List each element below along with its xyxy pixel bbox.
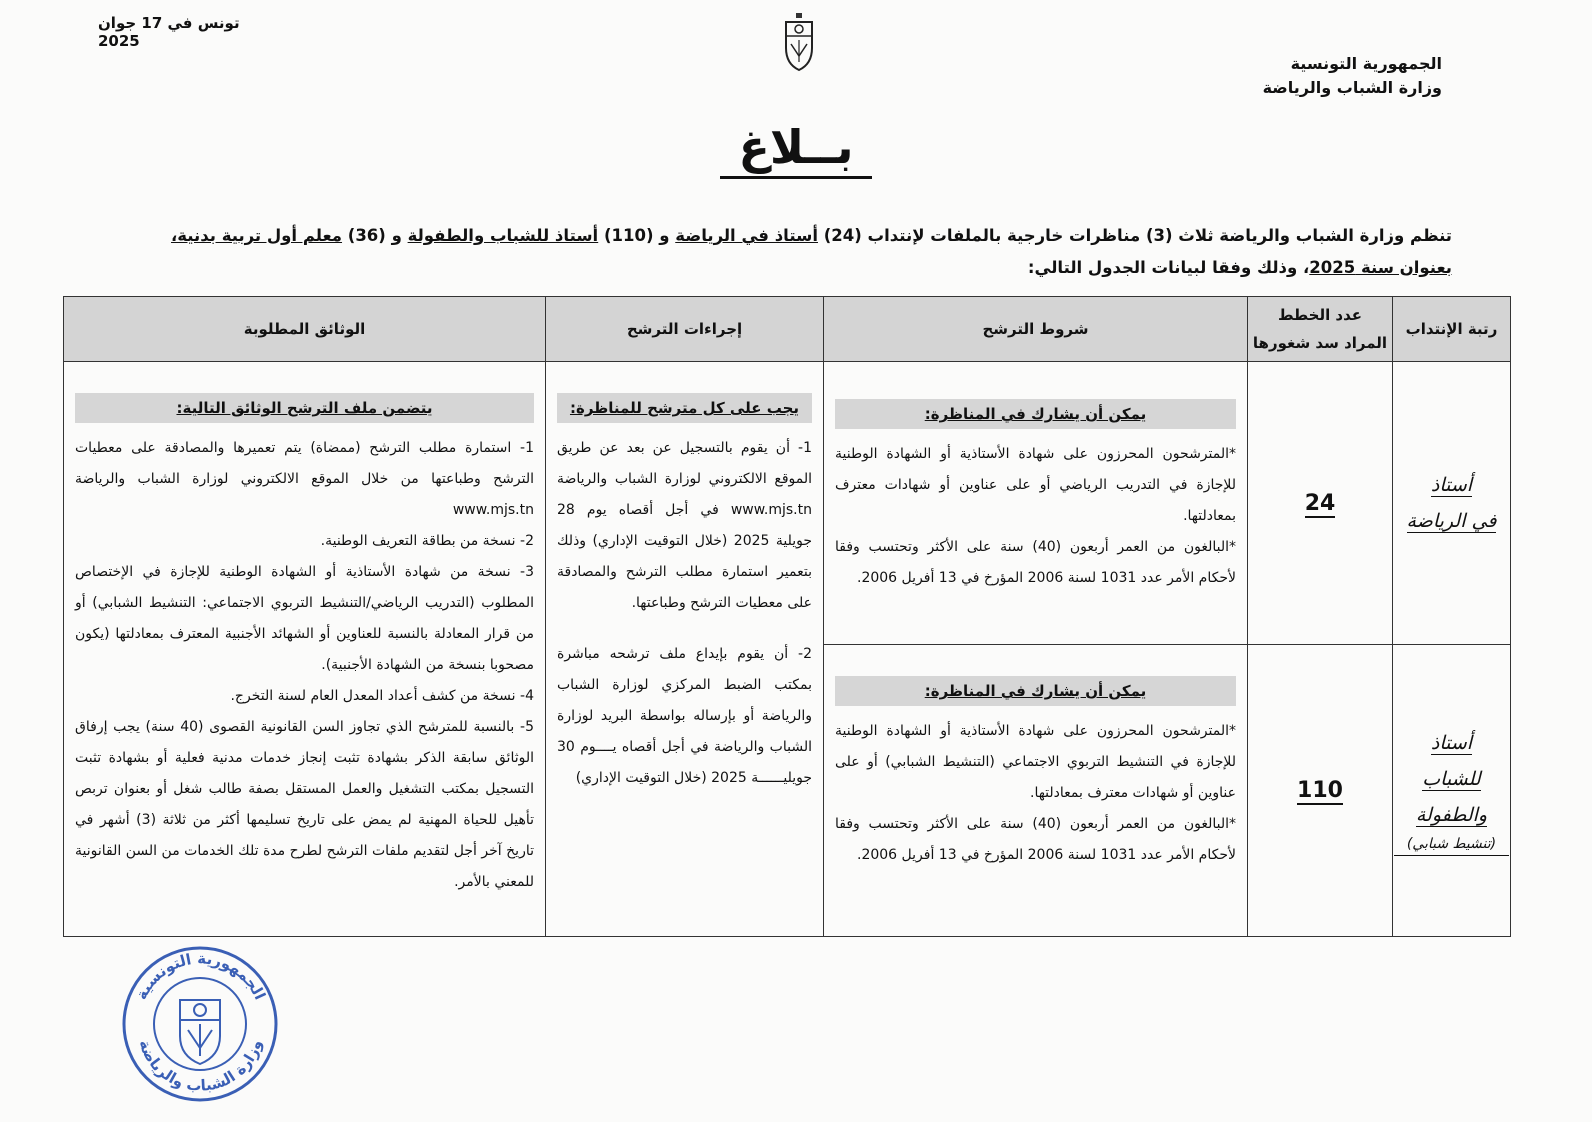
condition-text: *البالغون من العمر أربعون (40) سنة على الأكثر وتحتسب وفقا لأحكام الأمر عدد 1031 لسنة 2006 المؤرخ في 13 أفريل 2006. [835, 539, 1237, 586]
header-count [1248, 297, 1393, 362]
document-item: 5- بالنسبة للمترشح الذي تجاوز السن القانونية القصوى (40 سنة) يجب إرفاق الوثائق سابقة الذكر بشهادة تثبت إنجاز خدمات مدنية فعلية أو بشهادة تثبت التسجيل بمكتب التشغيل والعمل المستقل بصفة طالب شغل أو بعنوان تربص تأهيل للحياة المهنية لم يمض على تاريخ تسليمها أكثر من ثلاثة (3) أشهر في تاريخ آخر أجل لتقديم ملفات الترشح لطرح مدة تلك الخدمات من السن القانونية للمعني بالأمر. [75, 719, 534, 890]
position-count: 24 [1304, 490, 1336, 516]
title-text: بــلاغ [720, 118, 871, 179]
rank-label: للشباب [1422, 768, 1481, 790]
rank-label: في الرياضة [1406, 510, 1497, 532]
count-cell [1248, 645, 1393, 937]
procedures-cell [546, 362, 824, 937]
intro-highlight: أستاذ للشباب والطفولة [407, 226, 599, 245]
documents-band: يتضمن ملف الترشح الوثائق التالية: [75, 393, 534, 423]
header-documents: الوثائق المطلوبة [64, 297, 546, 362]
rank-note: (تنشيط شبابي) [1394, 833, 1509, 856]
intro-text: ، وذلك وفقا لبيانات الجدول التالي: [1027, 258, 1310, 277]
intro-paragraph [142, 220, 1452, 284]
intro-year: بعنوان سنة 2025 [1309, 258, 1452, 277]
document-item: 3- نسخة من شهادة الأستاذية أو الشهادة الوطنية للإجازة في الإختصاص المطلوب (التدريب الرياضي/التنشيط التربوي الاجتماعي: التنشيط الشبابي) أو من قرار المعادلة بالنسبة للعناوين أو الشهائد الأجنبية المعترف بمعادلتها (يكون مصحوبا بنسخة من الشهادة الأجنبية). [75, 564, 534, 673]
intro-text: و (110) [598, 226, 676, 245]
rank-cell [1393, 362, 1511, 645]
header-conditions: شروط الترشح [824, 297, 1248, 362]
condition-text: *المترشحون المحرزون على شهادة الأستاذية أو الشهادة الوطنية للإجازة في التنشيط التربوي الاجتماعي (التنشيط الشبابي) أو على عناوين أو شهادات معترف بمعادلتها. [835, 723, 1236, 801]
conditions-band: يمكن أن يشارك في المناظرة: [835, 399, 1236, 429]
rank-label: أستاذ [1430, 732, 1473, 754]
header-count-line: عدد الخطط [1277, 306, 1363, 324]
coat-of-arms-emblem [780, 12, 818, 72]
documents-cell [64, 362, 546, 937]
stamp-top-text: الجمهورية التونسية [131, 949, 270, 1003]
table-row [64, 362, 1511, 645]
document-item: 2- نسخة من بطاقة التعريف الوطنية. [320, 533, 534, 549]
svg-text:الجمهورية التونسية [132, 949, 269, 1002]
issuer-block [1263, 52, 1442, 100]
table-header-row [64, 297, 1511, 362]
procedures-band: يجب على كل مترشح للمناظرة: [557, 393, 812, 423]
conditions-band: يمكن أن يشارك في المناظرة: [835, 676, 1236, 706]
republic-name: الجمهورية التونسية [1290, 54, 1442, 73]
condition-text: *البالغون من العمر أربعون (40) سنة على الأكثر وتحتسب وفقا لأحكام الأمر عدد 1031 لسنة 2006 المؤرخ في 13 أفريل 2006. [835, 816, 1237, 863]
intro-highlight: معلم أول تربية بدنية، [171, 226, 343, 245]
header-rank: رتبة الإنتداب [1393, 297, 1511, 362]
rank-cell [1393, 645, 1511, 937]
position-count: 110 [1297, 778, 1343, 803]
document-item: 1- استمارة مطلب الترشح (ممضاة) يتم تعميرها والمصادقة على معطيات الترشح وطباعتها من خلال الموقع الالكتروني لوزارة الشباب والرياضة www.mjs.tn [75, 440, 534, 518]
conditions-cell [824, 362, 1248, 645]
recruitment-table [63, 296, 1511, 937]
ministry-name: وزارة الشباب والرياضة [1262, 78, 1442, 97]
header-count-line: المراد سد شغورها [1252, 334, 1388, 352]
stamp-bottom-text: وزارة الشباب والرياضة [135, 1037, 266, 1095]
stamp-emblem-icon [180, 1000, 220, 1064]
procedure-step: 2- أن يقوم بإيداع ملف ترشحه مباشرة بمكتب الضبط المركزي لوزارة الشباب والرياضة أو بإرساله بواسطة البريد لوزارة الشباب والرياضة في أجل أقصاه يــــوم 30 جويليــــــة 2025 (خلال التوقيت الإداري) [557, 646, 812, 786]
procedure-step: 1- أن يقوم بالتسجيل عن بعد عن طريق الموقع الالكتروني لوزارة الشباب والرياضة www.mjs.tn في أجل أقصاه يوم 28 جويلية 2025 (خلال التوقيت الإداري) وذلك بتعمير استمارة مطلب الترشح والمصادقة على معطيات الترشح وطباعتها. [557, 440, 812, 611]
header-procedures: إجراءات الترشح [546, 297, 824, 362]
intro-text: تنظم وزارة الشباب والرياضة ثلاث (3) مناظرات خارجية بالملفات لإنتداب (24) [817, 226, 1452, 245]
rank-label: أستاذ [1430, 474, 1473, 496]
document-date: تونس في 17 جوان 2025 [98, 14, 240, 50]
official-stamp [118, 944, 283, 1104]
page-title [0, 118, 1592, 179]
count-cell [1248, 362, 1393, 645]
intro-text: و (36) [342, 226, 408, 245]
intro-highlight: أستاذ في الرياضة [675, 226, 818, 245]
conditions-cell [824, 645, 1248, 937]
document-item: 4- نسخة من كشف أعداد المعدل العام لسنة التخرج. [230, 688, 534, 704]
rank-label: والطفولة [1415, 804, 1488, 826]
condition-text: *المترشحون المحرزون على شهادة الأستاذية أو الشهادة الوطنية للإجازة في التدريب الرياضي أو على عناوين أو شهادات معترف بمعادلتها. [835, 446, 1236, 524]
